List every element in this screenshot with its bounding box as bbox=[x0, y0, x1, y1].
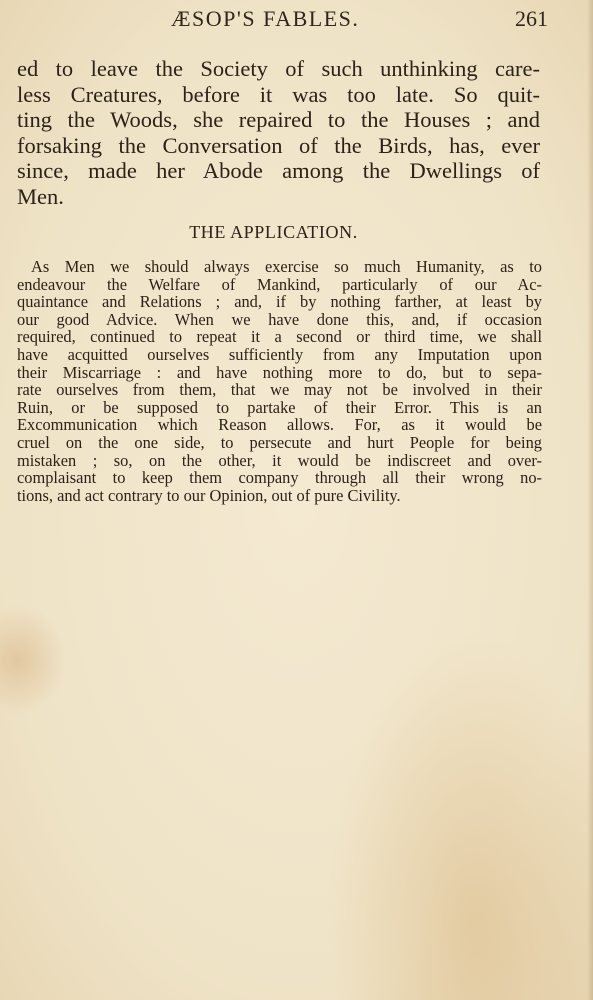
fable-line: Men. bbox=[17, 183, 64, 209]
fable-line: ed to leave the Society of such unthinking care- bbox=[17, 56, 540, 81]
application-line: rate ourselves from them, that we may not be involved in their bbox=[17, 380, 542, 400]
page-number: 261 bbox=[515, 6, 548, 31]
fable-text-block bbox=[17, 56, 540, 210]
application-line: quaintance and Relations ; and, if by nothing farther, at least by bbox=[17, 292, 542, 312]
running-head: ÆSOP'S FABLES. bbox=[171, 6, 360, 31]
application-line: Excommunication which Reason allows. For, as it would be bbox=[17, 415, 542, 435]
application-line: tions, and act contrary to our Opinion, out of pure Civility. bbox=[17, 485, 401, 505]
page-header bbox=[0, 4, 593, 38]
fable-line: forsaking the Conversation of the Birds, has, ever bbox=[17, 132, 540, 158]
application-line: their Miscarriage : and have nothing more to do, but to sepa- bbox=[17, 362, 542, 382]
application-line: mistaken ; so, on the other, it would be indiscreet and over- bbox=[17, 450, 542, 470]
application-line: Ruin, or be supposed to partake of their Error. This is an bbox=[17, 397, 542, 417]
fable-line: since, made her Abode among the Dwellings of bbox=[17, 158, 540, 184]
application-text-block bbox=[17, 258, 542, 504]
application-line: our good Advice. When we have done this, and, if occasion bbox=[17, 309, 542, 329]
application-line: complaisant to keep them company through all their wrong no- bbox=[17, 468, 542, 488]
application-line: As Men we should always exercise so much Humanity, as to bbox=[31, 257, 542, 276]
fable-line: less Creatures, before it was too late. So quit- bbox=[17, 81, 540, 107]
application-line: endeavour the Welfare of Mankind, particularly of our Ac- bbox=[17, 274, 542, 294]
application-line: cruel on the one side, to persecute and hurt People for being bbox=[17, 432, 542, 452]
fable-line: ting the Woods, she repaired to the Houses ; and bbox=[17, 107, 540, 133]
page-edge-shadow bbox=[587, 0, 593, 1000]
section-heading: THE APPLICATION. bbox=[189, 222, 358, 242]
application-line: required, continued to repeat it a second or third time, we shall bbox=[17, 327, 542, 347]
application-line: have acquitted ourselves sufficiently from any Imputation upon bbox=[17, 344, 542, 364]
